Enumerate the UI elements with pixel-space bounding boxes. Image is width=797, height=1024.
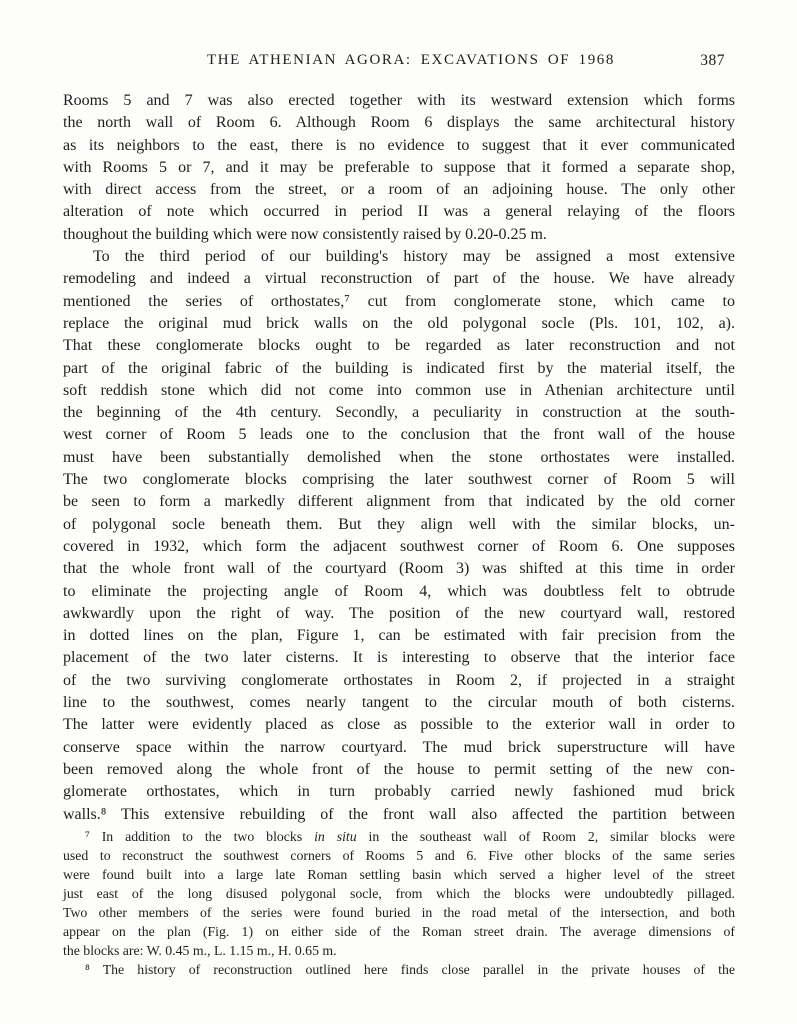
text-line: conserve space within the narrow courtyard. The mud brick superstructure will have <box>63 738 735 756</box>
text-line: covered in 1932, which form the adjacent southwest corner of Room 6. One supposes <box>63 537 735 555</box>
footnote-7-text-post: in the southeast wall of Room 2, similar blocks were <box>356 829 735 844</box>
text-line: Two other members of the series were found buried in the road metal of the intersection, and both <box>63 905 735 920</box>
text-line: soft reddish stone which did not come into common use in Athenian architecture until <box>63 381 735 399</box>
text-line: line to the southwest, comes nearly tangent to the circular mouth of both cisterns. <box>63 694 735 712</box>
text-line: the north wall of Room 6. Although Room 6 displays the same architectural history <box>63 114 735 132</box>
body-text <box>63 90 735 826</box>
text-line: alteration of note which occurred in period II was a general relaying of the floors <box>63 203 735 221</box>
text-line: as its neighbors to the east, there is no evidence to suggest that it ever communicated <box>63 136 735 154</box>
running-title: THE ATHENIAN AGORA: EXCAVATIONS OF 1968 <box>206 52 616 68</box>
text-line: That these conglomerate blocks ought to be regarded as later reconstruction and not <box>63 337 735 355</box>
text-line: be seen to form a markedly different alignment from that indicated by the old corner <box>63 493 735 511</box>
text-line: the blocks are: W. 0.45 m., L. 1.15 m., H. 0.65 m. <box>63 943 337 958</box>
paragraph-third-period <box>63 246 735 826</box>
text-line: were found built into a large late Roman settling basin which served a higher level of the street <box>63 867 735 882</box>
text-line: replace the original mud brick walls on the old polygonal socle (Pls. 101, 102, a). <box>63 314 735 332</box>
page-header <box>63 52 735 72</box>
text-line: mentioned the series of orthostates,⁷ cut from conglomerate stone, which came to <box>63 292 735 310</box>
footnotes <box>63 827 735 979</box>
text-line: in dotted lines on the plan, Figure 1, can be estimated with fair precision from the <box>63 627 735 645</box>
text-line: of the two surviving conglomerate orthostates in Room 2, if projected in a straight <box>63 671 735 689</box>
text-line: of polygonal socle beneath them. But they align well with the similar blocks, un- <box>63 515 735 533</box>
text-line: remodeling and indeed a virtual reconstruction of part of the house. We have already <box>63 270 735 288</box>
text-line: glomerate orthostates, which in turn probably carried newly fashioned mud brick <box>63 783 735 801</box>
text-line: west corner of Room 5 leads one to the conclusion that the front wall of the house <box>63 426 735 444</box>
footnote-7-first-line <box>63 827 735 846</box>
footnote-7-text-pre: ⁷ In addition to the two blocks <box>85 829 315 844</box>
text-line: The latter were evidently placed as close as possible to the exterior wall in order to <box>63 716 735 734</box>
footnote-8 <box>63 960 735 979</box>
page-number: 387 <box>700 52 725 69</box>
text-line: appear on the plan (Fig. 1) on either side of the Roman street drain. The average dimensions of <box>63 924 735 939</box>
text-line: walls.⁸ This extensive rebuilding of the front wall also affected the partition between <box>63 805 735 823</box>
text-line: awkwardly upon the right of way. The position of the new courtyard wall, restored <box>63 604 735 622</box>
text-line: ⁸ The history of reconstruction outlined here finds close parallel in the private houses of the <box>85 962 735 977</box>
text-line: to eliminate the projecting angle of Room 4, which was doubtless felt to obtrude <box>63 582 735 600</box>
text-line: used to reconstruct the southwest corners of Rooms 5 and 6. Five other blocks of the same series <box>63 848 735 863</box>
paragraph-continuation <box>63 90 735 246</box>
text-line: placement of the two later cisterns. It is interesting to observe that the interior face <box>63 649 735 667</box>
text-line: Rooms 5 and 7 was also erected together with its westward extension which forms <box>63 92 735 109</box>
text-line: To the third period of our building's history may be assigned a most extensive <box>93 248 735 266</box>
footnote-7-body <box>63 846 735 960</box>
footnote-7 <box>63 827 735 960</box>
text-line: with Rooms 5 or 7, and it may be preferable to suppose that it formed a separate shop, <box>63 158 735 176</box>
footnote-7-italic-phrase: in situ <box>314 829 357 844</box>
text-line: been removed along the whole front of the house to permit setting of the new con- <box>63 760 735 778</box>
text-line: that the whole front wall of the courtyard (Room 3) was shifted at this time in order <box>63 560 735 578</box>
text-line: The two conglomerate blocks comprising the later southwest corner of Room 5 will <box>63 471 735 489</box>
text-line: must have been substantially demolished when the stone orthostates were installed. <box>63 448 735 466</box>
text-line: just east of the long disused polygonal socle, from which the blocks were undoubtedly pillaged. <box>63 886 735 901</box>
text-line: the beginning of the 4th century. Secondly, a peculiarity in construction at the south- <box>63 404 735 422</box>
text-line: with direct access from the street, or a room of an adjoining house. The only other <box>63 181 735 199</box>
text-line: part of the original fabric of the building is indicated first by the material itself, the <box>63 359 735 377</box>
text-line: thoughout the building which were now consistently raised by 0.20-0.25 m. <box>63 225 547 243</box>
